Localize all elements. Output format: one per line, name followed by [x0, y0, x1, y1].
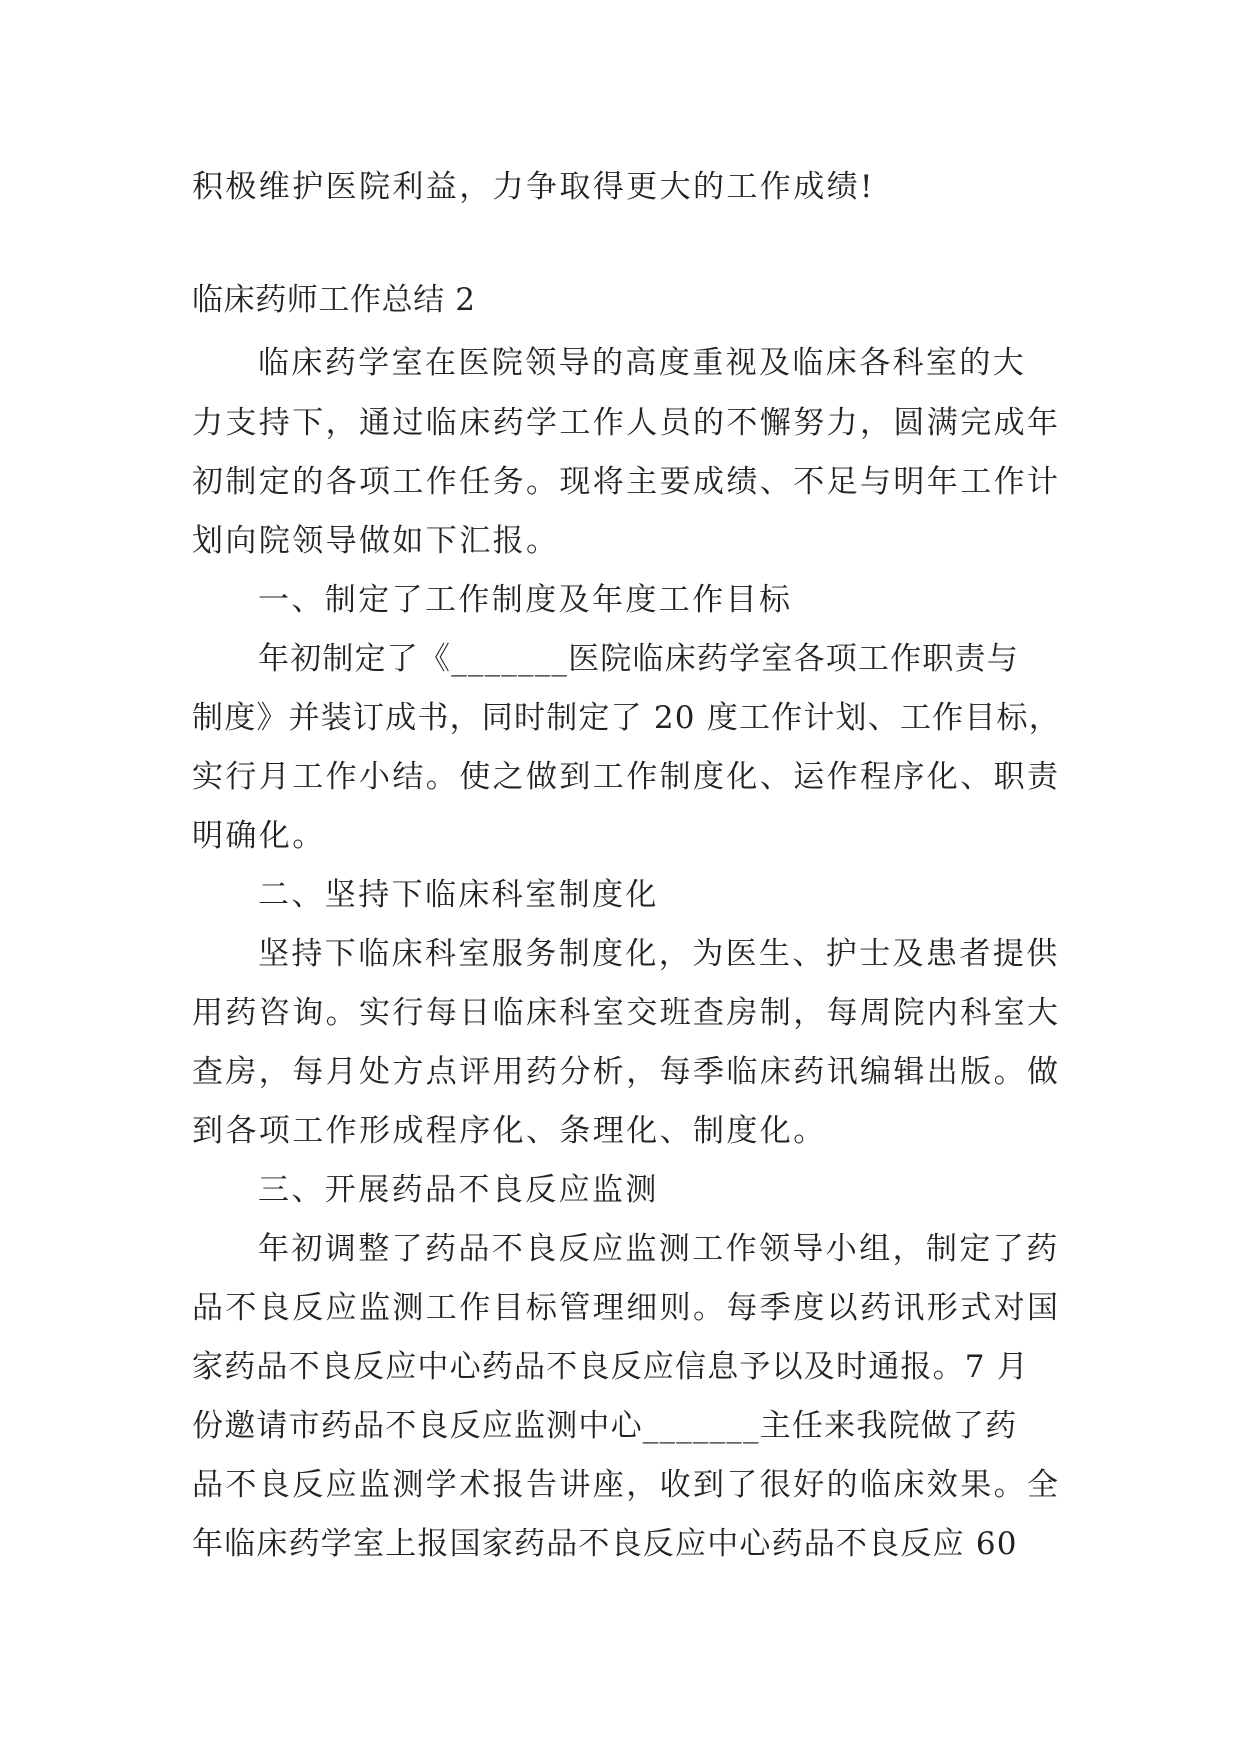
- paragraph-line: 到各项工作形成程序化、条理化、制度化。: [192, 1113, 827, 1149]
- paragraph-line: 份邀请市药品不良反应监测中心_______主任来我院做了药: [192, 1408, 1018, 1444]
- heading-two: 二、坚持下临床科室制度化: [258, 877, 659, 913]
- paragraph-line: 年初制定了《_______医院临床药学室各项工作职责与: [258, 641, 1019, 677]
- paragraph-line: 品不良反应监测工作目标管理细则。每季度以药讯形式对国: [192, 1290, 1061, 1326]
- paragraph-line: 品不良反应监测学术报告讲座，收到了很好的临床效果。全: [192, 1467, 1061, 1503]
- paragraph-line: 查房，每月处方点评用药分析，每季临床药讯编辑出版。做: [192, 1054, 1061, 1090]
- closing-sentence: 积极维护医院利益，力争取得更大的工作成绩!: [192, 169, 875, 205]
- heading-three: 三、开展药品不良反应监测: [258, 1172, 659, 1208]
- paragraph-line: 明确化。: [192, 818, 326, 854]
- paragraph-line: 年初调整了药品不良反应监测工作领导小组，制定了药: [258, 1231, 1060, 1267]
- paragraph-line: 初制定的各项工作任务。现将主要成绩、不足与明年工作计: [192, 464, 1061, 500]
- paragraph-line: 用药咨询。实行每日临床科室交班查房制，每周院内科室大: [192, 995, 1061, 1031]
- paragraph-line: 临床药学室在医院领导的高度重视及临床各科室的大: [258, 345, 1027, 381]
- paragraph-line: 家药品不良反应中心药品不良反应信息予以及时通报。7 月: [192, 1349, 1029, 1385]
- paragraph-line: 实行月工作小结。使之做到工作制度化、运作程序化、职责: [192, 759, 1061, 795]
- paragraph-line: 力支持下，通过临床药学工作人员的不懈努力，圆满完成年: [192, 405, 1061, 441]
- paragraph-line: 划向院领导做如下汇报。: [192, 523, 560, 559]
- heading-one: 一、制定了工作制度及年度工作目标: [258, 582, 793, 618]
- paragraph-line: 制度》并装订成书，同时制定了 20 度工作计划、工作目标，: [192, 700, 1061, 736]
- paragraph-line: 年临床药学室上报国家药品不良反应中心药品不良反应 60: [192, 1526, 1018, 1562]
- section-title: 临床药师工作总结 2: [192, 282, 476, 318]
- paragraph-line: 坚持下临床科室服务制度化，为医生、护士及患者提供: [258, 936, 1060, 972]
